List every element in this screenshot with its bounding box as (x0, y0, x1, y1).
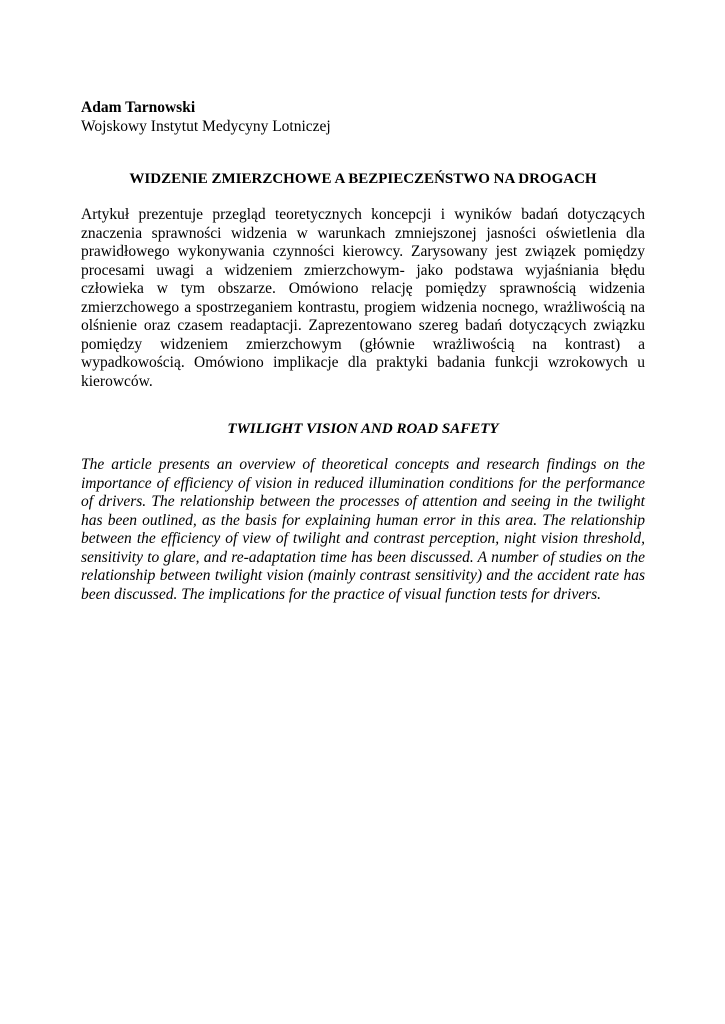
author-block (81, 98, 645, 136)
polish-abstract: Artykuł prezentuje przegląd teoretycznych koncepcji i wyników badań dotyczących znaczenia sprawności widzenia w warunkach zmniejszonej jasności oświetlenia dla prawidłowego wykonywania czynności kierowcy. Zarysowany jest związek pomiędzy procesami uwagi a widzeniem zmierzchowym- jako podstawa wyjaśniania błędu człowieka w tym obszarze. Omówiono relację pomiędzy sprawnością widzenia zmierzchowego a spostrzeganiem kontrastu, progiem widzenia nocnego, wrażliwością na olśnienie oraz czasem readaptacji. Zaprezentowano szereg badań dotyczących związku pomiędzy widzeniem zmierzchowym (głównie wrażliwością na kontrast) a wypadkowością. Omówiono implikacje dla praktyki badania funkcji wzrokowych u kierowców. (81, 206, 645, 390)
author-affiliation: Wojskowy Instytut Medycyny Lotniczej (81, 118, 331, 135)
english-title: TWILIGHT VISION AND ROAD SAFETY (227, 421, 499, 437)
polish-title: WIDZENIE ZMIERZCHOWE A BEZPIECZEŃSTWO NA DROGACH (129, 171, 597, 187)
english-abstract: The article presents an overview of theoretical concepts and research findings on the importance of efficiency of vision in reduced illumination conditions for the performance of drivers. The relationship between the processes of attention and seeing in the twilight has been outlined, as the basis for explaining human error in this area. The relationship between the efficiency of view of twilight and contrast perception, night vision threshold, sensitivity to glare, and re-adaptation time has been discussed. A number of studies on the relationship between twilight vision (mainly contrast sensitivity) and the accident rate has been discussed. The implications for the practice of visual function tests for drivers. (81, 456, 645, 603)
author-name: Adam Tarnowski (81, 99, 196, 116)
